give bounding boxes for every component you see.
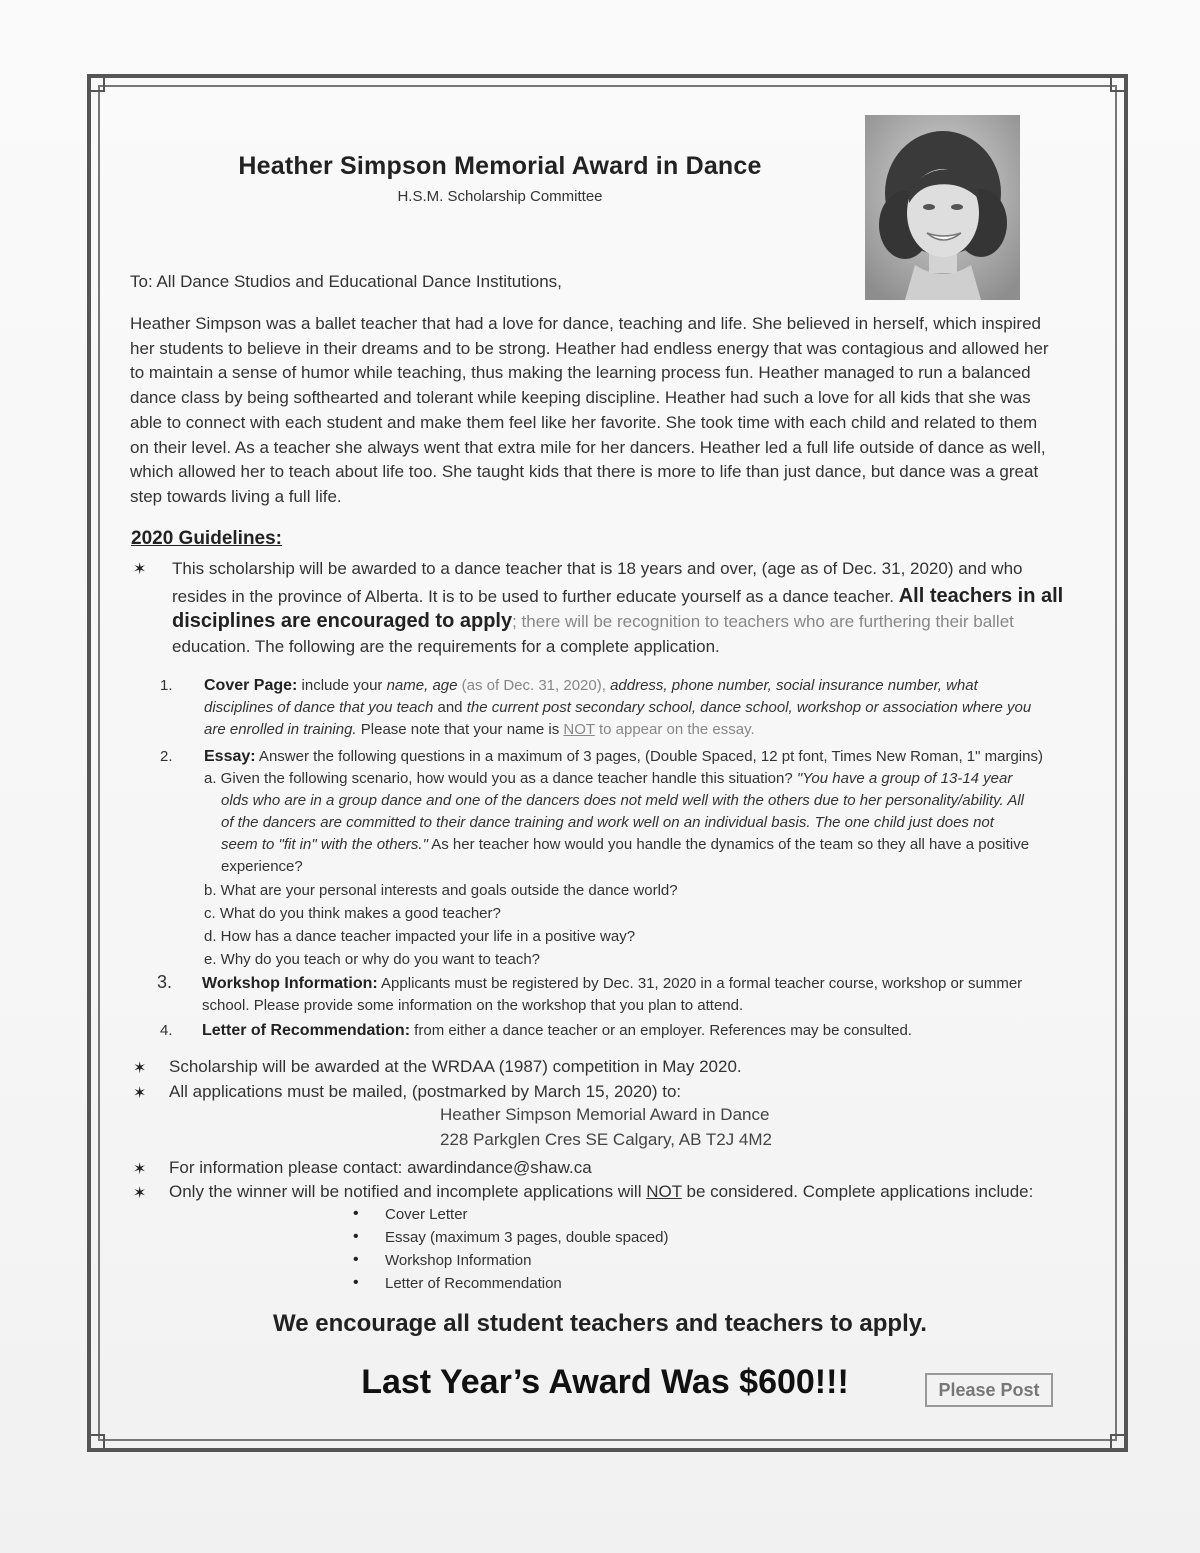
checklist-item: Cover Letter — [385, 1206, 468, 1223]
portrait-photo — [865, 115, 1020, 300]
checklist-item: Letter of Recommendation — [385, 1275, 562, 1292]
star-bullet-icon: ✶ — [133, 1085, 147, 1102]
guideline-awarded: Scholarship will be awarded at the WRDAA (1987) competition in May 2020. — [169, 1057, 742, 1076]
item-number: 2. — [160, 748, 173, 765]
intro-line: to maintain a sense of humor while teaching, thus making the learning process fun. Heather managed to run a balanced — [130, 363, 1031, 383]
checklist-item: Essay (maximum 3 pages, double spaced) — [385, 1229, 669, 1246]
page-title: Heather Simpson Memorial Award in Dance — [238, 152, 762, 180]
star-bullet-icon: ✶ — [133, 1060, 147, 1077]
mailing-address-line: 228 Parkglen Cres SE Calgary, AB T2J 4M2 — [440, 1130, 772, 1149]
essay-question-a: a. Given the following scenario, how would you as a dance teacher handle this situation? "You have a group of 13-14 year olds who are in a group dance and one of the dancers does not meld well with the others due to her personality/ability. All of the dancers are committed to their dance training and work well on an individual basis. The one child just does not seem to "fit in" with the others." As her teacher how would you handle the dynamics of the team so they all have a positive experience? — [204, 770, 1030, 875]
guideline-contact: For information please contact: awardindance@shaw.ca — [169, 1158, 592, 1177]
requirement-recommendation: Letter of Recommendation: from either a dance teacher or an employer. References may be consulted. — [202, 1022, 912, 1039]
bullet-dot: • — [353, 1251, 359, 1268]
encouragement-line: We encourage all student teachers and teachers to apply. — [273, 1310, 927, 1337]
guideline-winner: Only the winner will be notified and incomplete applications will NOT be considered. Complete applications include: — [169, 1182, 1034, 1201]
guideline-mailing: All applications must be mailed, (postmarked by March 15, 2020) to: — [169, 1082, 682, 1101]
salutation: To: All Dance Studios and Educational Dance Institutions, — [130, 272, 562, 291]
requirement-cover-page: Cover Page: include your name, age (as of Dec. 31, 2020), address, phone number, social insurance number, what disciplines of dance that you teach and the current post secondary school, dance school, workshop or association where you are enrolled in training. Please note that your name is NOT to appear on the essay. — [204, 677, 1032, 738]
star-bullet-icon: ✶ — [133, 1185, 147, 1202]
please-post-stamp: Please Post — [925, 1373, 1053, 1407]
essay-question-d: d. How has a dance teacher impacted your life in a positive way? — [204, 928, 636, 945]
intro-line: able to connect with each student and make them feel like her favorite. She took time with each child and related to them — [130, 412, 1038, 432]
portrait-image — [865, 115, 1020, 300]
requirement-essay: Essay: Answer the following questions in a maximum of 3 pages, (Double Spaced, 12 pt font, Times New Roman, 1" margins) — [204, 748, 1043, 765]
intro-line: her students to believe in their dreams and to be strong. Heather had endless energy that was contagious and allowed her — [130, 338, 1049, 358]
bullet-dot: • — [353, 1228, 359, 1245]
corner-ornament — [1110, 74, 1128, 92]
essay-question-b: b. What are your personal interests and goals outside the dance world? — [204, 882, 678, 899]
bullet-dot: • — [353, 1274, 359, 1291]
star-bullet-icon: ✶ — [133, 561, 147, 578]
requirement-workshop: Workshop Information: Applicants must be registered by Dec. 31, 2020 in a formal teacher course, workshop or summer school. Please provide some information on the workshop that you plan to attend. — [202, 975, 1023, 1014]
guidelines-heading: 2020 Guidelines: — [131, 528, 283, 549]
intro-paragraph — [130, 312, 1075, 510]
essay-question-c: c. What do you think makes a good teacher? — [204, 905, 501, 922]
page-subtitle: H.S.M. Scholarship Committee — [397, 188, 603, 205]
item-number: 1. — [160, 677, 173, 694]
intro-line: Heather Simpson was a ballet teacher that had a love for dance, teaching and life. She believed in herself, which inspired — [130, 314, 1041, 333]
intro-line: which allowed her to teach about life too. She taught kids that there is more to life than just dance, but dance was a great — [130, 462, 1039, 482]
item-number: 3. — [157, 972, 173, 992]
corner-ornament — [87, 1434, 105, 1452]
intro-line: on their level. As a teacher she always went that extra mile for her dancers. Heather led a full life outside of dance as well, — [130, 437, 1046, 457]
award-amount-headline: Last Year’s Award Was $600!!! — [361, 1363, 849, 1401]
mailing-address-line: Heather Simpson Memorial Award in Dance — [440, 1105, 770, 1124]
item-number: 4. — [160, 1022, 173, 1039]
checklist-item: Workshop Information — [385, 1252, 532, 1269]
star-bullet-icon: ✶ — [133, 1161, 147, 1178]
corner-ornament — [87, 74, 105, 92]
essay-question-e: e. Why do you teach or why do you want to teach? — [204, 951, 541, 968]
intro-line: step towards living a full life. — [130, 486, 342, 506]
guideline-eligibility: This scholarship will be awarded to a dance teacher that is 18 years and over, (age as of Dec. 31, 2020) and who resides in the province of Alberta. It is to be used to further educate yourself as a dance teacher. All teachers in all disciplines are encouraged to apply; there will be recognition to teachers who are furthering their ballet education. The following are the requirements for a complete application. — [172, 559, 1064, 656]
intro-line: dance class by being softhearted and tolerant while keeping discipline. Heather had such a love for all kids that she was — [130, 388, 1031, 408]
bullet-dot: • — [353, 1205, 359, 1222]
corner-ornament — [1110, 1434, 1128, 1452]
